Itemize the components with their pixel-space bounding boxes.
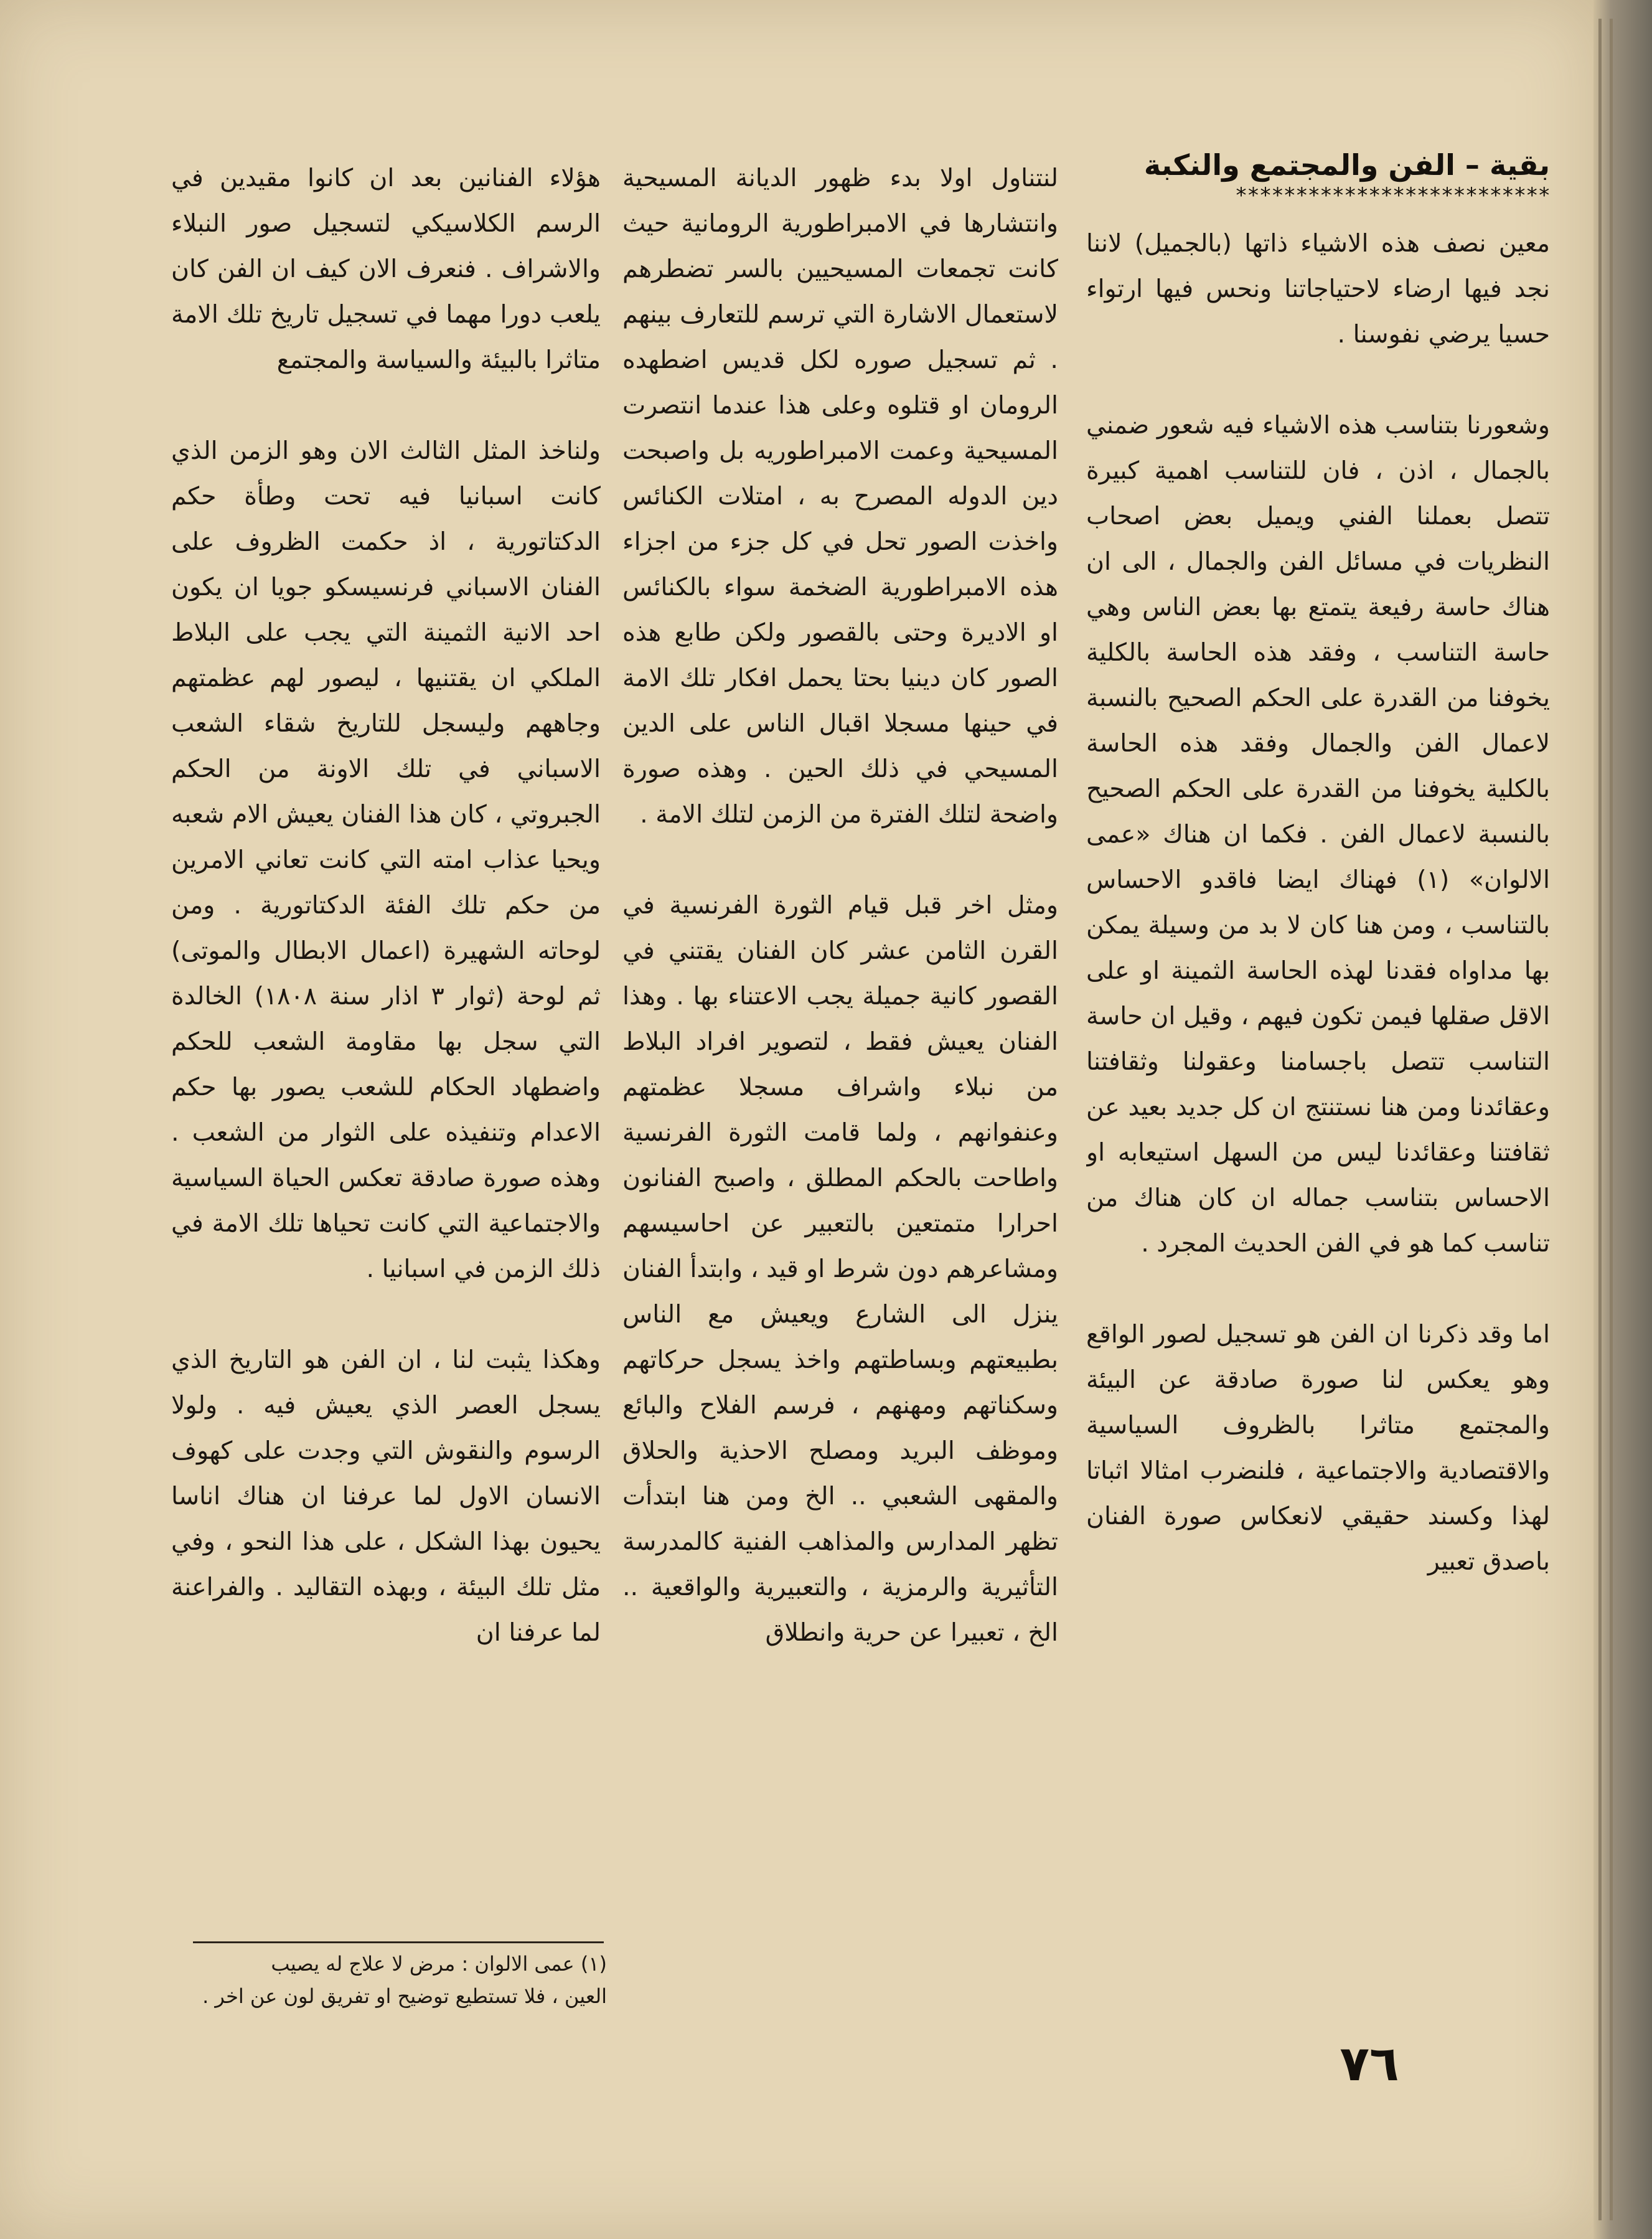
footnote [171,1948,607,2012]
paragraph: وشعورنا بتناسب هذه الاشياء فيه شعور ضمني بالجمال ، اذن ، فان للتناسب اهمية كبيرة تتصل بعملنا الفني ويميل بعض اصحاب النظريات في مسائل الفن والجمال ، الى ان هناك حاسة رفيعة يتمتع بها بعض الناس وهي حاسة التناسب ، وفقد هذه الحاسة بالكلية يخوفنا من القدرة على الحكم الصحيح بالنسبة لاعمال الفن والجمال وفقد هذه الحاسة بالكلية يخوفنا من القدرة على الحكم الصحيح بالنسبة لاعمال الفن . فكما ان هناك «عمى الالوان» (١) فهناك ايضا فاقدو الاحساس بالتناسب ، ومن هنا كان لا بد من وسيلة يمكن بها مداواه فقدنا لهذه الحاسة الثمينة او على الاقل صقلها فيمن تكون فيهم ، وقيل ان حاسة التناسب تتصل باجسامنا وعقولنا وثقافتنا وعقائدنا ومن هنا نستنتج ان كل جديد بعيد عن ثقافتنا وعقائدنا ليس من السهل استيعابه او الاحساس بتناسب جماله ان كان هناك من تناسب كما هو في الفن الحديث المجرد . [1086,411,1550,1258]
footnote-divider [193,1941,604,1943]
paragraph: وهكذا يثبت لنا ، ان الفن هو التاريخ الذي يسجل العصر الذي يعيش فيه . ولولا الرسوم والنقوش التي وجدت على كهوف الانسان الاول لما عرفنا ان هناك اناسا يحيون بهذا الشكل ، على هذا النحو ، وفي مثل تلك البيئة ، وبهذه التقاليد . والفراعنة لما عرفنا ان [171,1346,601,1647]
text-column-middle [622,156,1058,2011]
book-spine-edge [1593,0,1652,2239]
paragraph: اما وقد ذكرنا ان الفن هو تسجيل لصور الواقع وهو يعكس لنا صورة صادقة عن البيئة والمجتمع متاثرا بالظروف السياسية والاقتصادية والاجتماعية ، فلنضرب امثالا اثباتا لهذا وكسند حقيقي لانعكاس صورة الفنان باصدق تعبير [1086,1320,1550,1576]
footnote-line: (١) عمى الالوان : مرض لا علاج له يصيب [271,1952,607,1976]
heading-star-divider: ************************** [1234,183,1550,208]
article-heading: بقية – الفن والمجتمع والنكبة [1143,148,1550,182]
paragraph: معين نصف هذه الاشياء ذاتها (بالجميل) لاننا نجد فيها ارضاء لاحتياجاتنا ونحس فيها ارتواء حسيا يرضي نفوسنا . [1086,229,1550,349]
text-column-right [1086,221,1550,2039]
spine-line [1610,19,1613,2220]
paragraph: هؤلاء الفنانين بعد ان كانوا مقيدين في الرسم الكلاسيكي لتسجيل صور النبلاء والاشراف . فنعرف الان كيف ان الفن كان يلعب دورا مهما في تسجيل تاريخ تلك الامة متاثرا بالبيئة والسياسة والمجتمع [171,164,601,374]
spine-line [1598,19,1602,2220]
text-column-left [171,156,601,1924]
page-number: ٧٦ [1340,2036,1399,2092]
paragraph: ومثل اخر قبل قيام الثورة الفرنسية في القرن الثامن عشر كان الفنان يقتني في القصور كانية جميلة يجب الاعتناء بها . وهذا الفنان يعيش فقط ، لتصوير افراد البلاط من نبلاء واشراف مسجلا عظمتهم وعنفوانهم ، ولما قامت الثورة الفرنسية واطاحت بالحكم المطلق ، واصبح الفنانون احرارا متمتعين بالتعبير عن احاسيسهم ومشاعرهم دون شرط او قيد ، وابتدأ الفنان ينزل الى الشارع ويعيش مع الناس بطبيعتهم وبساطتهم واخذ يسجل حركاتهم وسكناتهم ومهنهم ، فرسم الفلاح والبائع وموظف البريد ومصلح الاحذية والحلاق والمقهى الشعبي .. الخ ومن هنا ابتدأت تظهر المدارس والمذاهب الفنية كالمدرسة التأثيرية والرمزية ، والتعبيرية والواقعية .. الخ ، تعبيرا عن حرية وانطلاق [622,891,1058,1647]
paragraph: ولناخذ المثل الثالث الان وهو الزمن الذي كانت اسبانيا فيه تحت وطأة حكم الدكتاتورية ، اذ حكمت الظروف على الفنان الاسباني فرنسيسكو جويا ان يكون احد الانية الثمينة التي يجب على البلاط الملكي ان يقتنيها ، ليصور لهم عظمتهم وجاههم وليسجل للتاريخ شقاء الشعب الاسباني في تلك الاونة من الحكم الجبروتي ، كان هذا الفنان يعيش الام شعبه ويحيا عذاب امته التي كانت تعاني الامرين من حكم تلك الفئة الدكتاتورية . ومن لوحاته الشهيرة (اعمال الابطال والموتى) ثم لوحة (ثوار ٣ اذار سنة ١٨٠٨) الخالدة التي سجل بها مقاومة الشعب للحكم واضطهاد الحكام للشعب يصور بها حكم الاعدام وتنفيذه على الثوار من الشعب . وهذه صورة صادقة تعكس الحياة السياسية والاجتماعية التي كانت تحياها تلك الامة في ذلك الزمن في اسبانيا . [171,436,601,1283]
footnote-line: العين ، فلا تستطيع توضيح او تفريق لون عن اخر . [202,1984,607,2008]
paragraph: لنتناول اولا بدء ظهور الديانة المسيحية وانتشارها في الامبراطورية الرومانية حيث كانت تجمعات المسيحيين بالسر تضطرهم لاستعمال الاشارة التي ترسم للتعارف بينهم . ثم تسجيل صوره لكل قديس اضطهده الرومان او قتلوه وعلى هذا عندما انتصرت المسيحية وعمت الامبراطوريه بل واصبحت دين الدوله المصرح به ، امتلات الكنائس واخذت الصور تحل في كل جزء من اجزاء هذه الامبراطورية الضخمة سواء بالكنائس او الاديرة وحتى بالقصور ولكن طابع هذه الصور كان دينيا بحتا يحمل افكار تلك الامة في حينها مسجلا اقبال الناس على الدين المسيحي في ذلك الحين . وهذه صورة واضحة لتلك الفترة من الزمن لتلك الامة . [622,164,1058,829]
